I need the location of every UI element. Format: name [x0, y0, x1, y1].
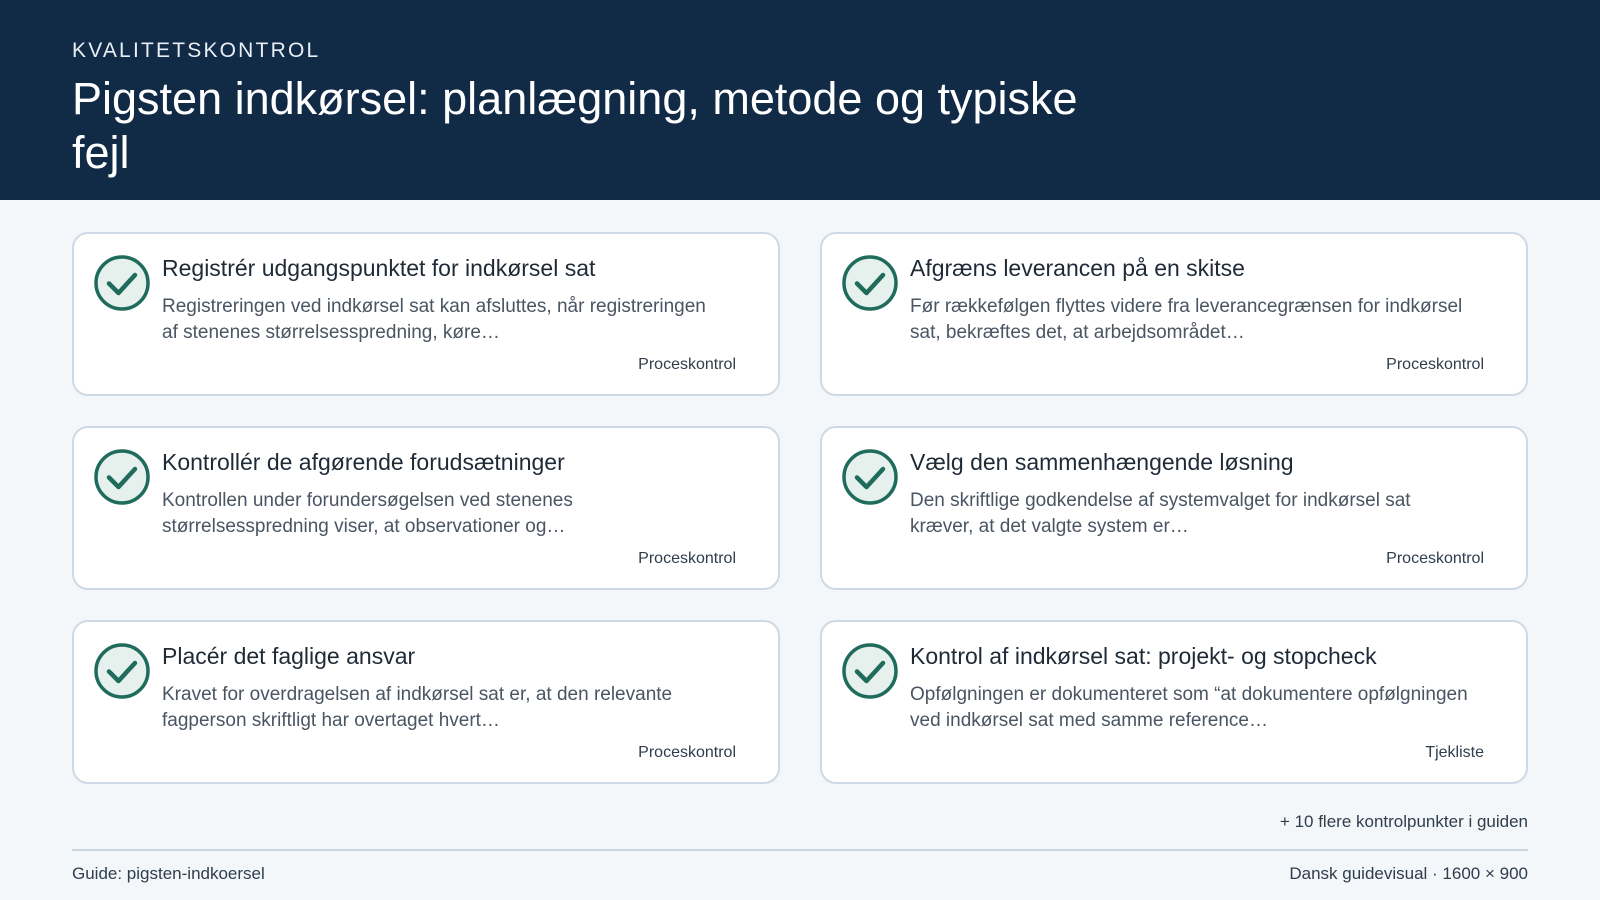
card-description: Kravet for overdragelsen af indkørsel sat er, at den relevante fagperson skriftligt har overtaget hvert…: [162, 684, 673, 731]
footer-guide-slug: Guide: pigsten-indkoersel: [72, 864, 265, 883]
footer-meta: Dansk guidevisual · 1600 × 900: [1289, 864, 1528, 883]
card-description: Den skriftlige godkendelse af systemvalget for indkørsel sat kræver, at det valgte system er…: [910, 490, 1411, 537]
card-category: Proceskontrol: [638, 356, 736, 373]
check-circle-icon: [841, 642, 899, 700]
check-circle-icon: [93, 448, 151, 506]
card-category: Proceskontrol: [638, 550, 736, 567]
card-description: Kontrollen under forundersøgelsen ved stenenes størrelsesspredning viser, at observationer og…: [162, 490, 573, 537]
card-category: Tjekliste: [1425, 744, 1484, 761]
check-circle-icon: [841, 448, 899, 506]
checklist-card[interactable]: [820, 620, 1528, 784]
card-title: Kontrol af indkørsel sat: projekt- og stopcheck: [910, 643, 1377, 669]
card-category: Proceskontrol: [1386, 356, 1484, 373]
card-description: Registreringen ved indkørsel sat kan afsluttes, når registreringen af stenenes størrelsesspredning, køre…: [162, 296, 706, 343]
check-circle-icon: [841, 254, 899, 312]
page-title: Pigsten indkørsel: planlægning, metode og typiske fejl: [72, 73, 1078, 178]
more-checkpoints-link[interactable]: + 10 flere kontrolpunkter i guiden: [1279, 812, 1528, 831]
card-title: Afgræns leverancen på en skitse: [910, 255, 1245, 281]
card-description: Opfølgningen er dokumenteret som “at dokumentere opfølgningen ved indkørsel sat med samme reference…: [910, 684, 1468, 731]
page-eyebrow: KVALITETSKONTROL: [72, 39, 321, 62]
page-header: [0, 0, 1600, 200]
card-category: Proceskontrol: [1386, 550, 1484, 567]
card-title: Kontrollér de afgørende forudsætninger: [162, 449, 565, 475]
card-title: Registrér udgangspunktet for indkørsel sat: [162, 255, 596, 281]
footer-divider: [72, 849, 1528, 851]
checklist-card[interactable]: [72, 426, 780, 590]
card-title: Placér det faglige ansvar: [162, 643, 416, 669]
check-circle-icon: [93, 642, 151, 700]
card-title: Vælg den sammenhængende løsning: [910, 449, 1294, 475]
checklist-grid: [72, 232, 1528, 784]
card-description: Før rækkefølgen flyttes videre fra leverancegrænsen for indkørsel sat, bekræftes det, at arbejdsområdet…: [910, 296, 1463, 343]
checklist-card[interactable]: [820, 232, 1528, 396]
checklist-card[interactable]: [72, 232, 780, 396]
checklist-card[interactable]: [820, 426, 1528, 590]
checklist-card[interactable]: [72, 620, 780, 784]
check-circle-icon: [93, 254, 151, 312]
card-category: Proceskontrol: [638, 744, 736, 761]
